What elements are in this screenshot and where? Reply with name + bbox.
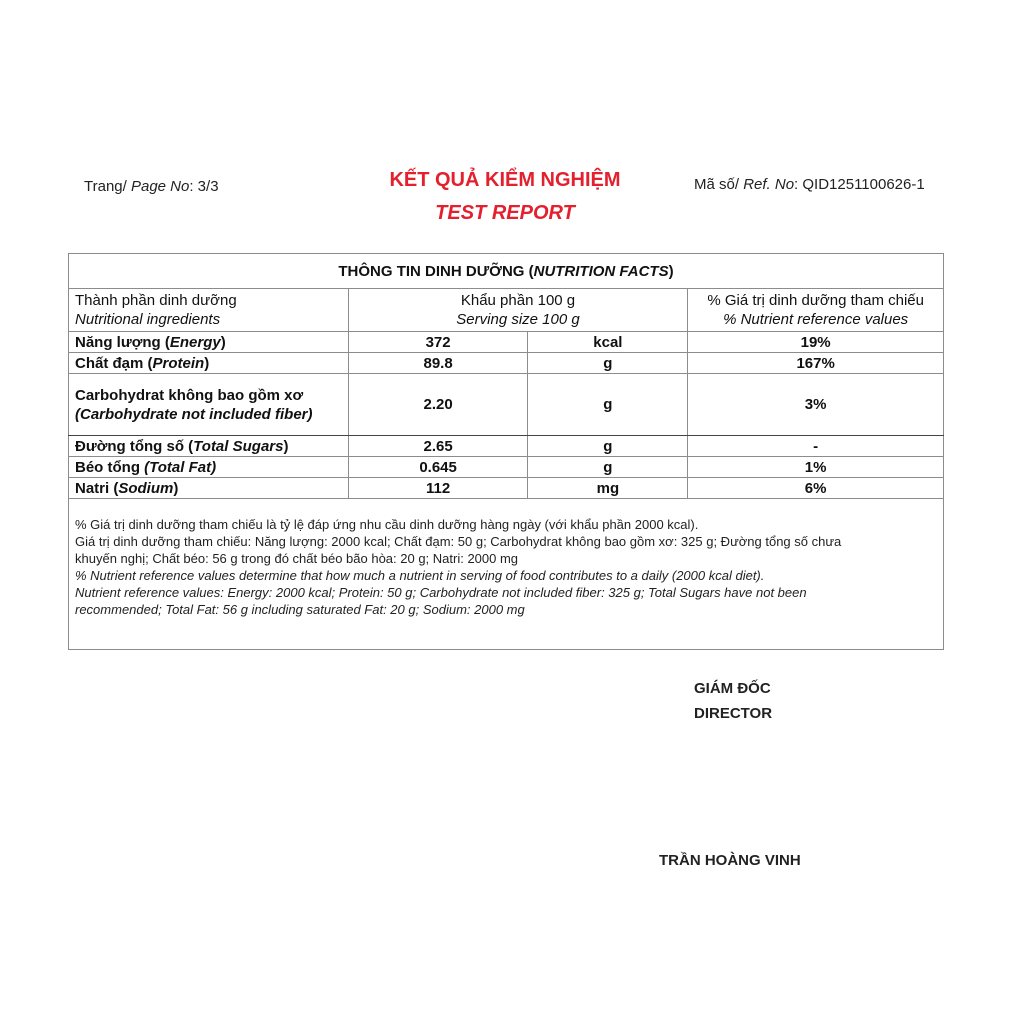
report-title-en: TEST REPORT <box>435 202 575 224</box>
row-unit: kcal <box>528 332 688 353</box>
note-line: Nutrient reference values: Energy: 2000 kcal; Protein: 50 g; Carbohydrate not included fiber: 325 g; Total Sugars have not been <box>75 585 807 600</box>
row-name <box>69 332 349 353</box>
row-nrv: - <box>688 436 944 457</box>
page-label-vi: Trang/ <box>84 178 127 195</box>
row-nrv: 167% <box>688 353 944 374</box>
header-nrv-en: % Nutrient reference values <box>723 311 909 328</box>
row-unit: g <box>528 436 688 457</box>
note-line: % Nutrient reference values determine that how much a nutrient in serving of food contributes to a daily (2000 kcal diet). <box>75 568 765 583</box>
ref-value: : QID1251100626-1 <box>794 176 925 193</box>
row-name <box>69 436 349 457</box>
row-nrv: 19% <box>688 332 944 353</box>
row-name-en: (Carbohydrate not included fiber) <box>75 405 313 423</box>
header-ingredient-en: Nutritional ingredients <box>75 311 221 328</box>
note-line: khuyến nghị; Chất béo: 56 g trong đó chất béo bão hòa: 20 g; Natri: 2000 mg <box>75 551 519 566</box>
table-header-row <box>69 289 944 332</box>
row-name-vi: Carbohydrat không bao gồm xơ <box>75 386 304 404</box>
row-unit: g <box>528 353 688 374</box>
table-title-vi: THÔNG TIN DINH DƯỠNG ( <box>338 262 534 280</box>
row-name-en: Energy <box>169 333 221 351</box>
header-serving <box>348 289 688 332</box>
row-unit: g <box>528 457 688 478</box>
page-value: : 3/3 <box>189 178 219 195</box>
row-name-en: Protein <box>152 354 205 372</box>
ref-label-en: Ref. No <box>743 176 795 193</box>
table-row-energy <box>69 332 944 353</box>
row-name-vi: Béo tổng <box>75 458 145 476</box>
table-row-carbohydrate <box>69 374 944 436</box>
note-line: recommended; Total Fat: 56 g including saturated Fat: 20 g; Sodium: 2000 mg <box>75 602 525 617</box>
table-notes <box>69 499 944 650</box>
table-row-total-fat <box>69 457 944 478</box>
row-name-close: ) <box>204 354 210 372</box>
row-name <box>69 353 349 374</box>
nutrition-facts-table <box>68 253 944 650</box>
row-name-close: ) <box>283 437 289 455</box>
row-name-en: Sodium <box>118 479 174 497</box>
header-serving-en: Serving size 100 g <box>456 311 580 328</box>
signature-role-vi: GIÁM ĐỐC <box>694 680 771 697</box>
table-title <box>69 254 944 289</box>
table-row-sodium <box>69 478 944 499</box>
header-serving-vi: Khẩu phần 100 g <box>460 292 576 309</box>
row-name <box>69 478 349 499</box>
table-title-row <box>69 254 944 289</box>
row-name-vi: Năng lượng ( <box>75 333 170 351</box>
row-nrv: 1% <box>688 457 944 478</box>
note-line: % Giá trị dinh dưỡng tham chiếu là tỷ lệ đáp ứng nhu cầu dinh dưỡng hàng ngày (với khẩu phần 2000 kcal). <box>75 517 699 532</box>
page-number <box>84 178 219 195</box>
row-name-vi: Chất đạm ( <box>75 354 153 372</box>
row-name <box>69 374 349 436</box>
row-name-en: Total Sugars <box>193 437 284 455</box>
report-title-vi: KẾT QUẢ KIỂM NGHIỆM <box>389 169 621 191</box>
row-value: 2.65 <box>348 436 528 457</box>
note-line: Giá trị dinh dưỡng tham chiếu: Năng lượng: 2000 kcal; Chất đạm: 50 g; Carbohydrat không bao gồm xơ: 325 g; Đường tổng số chưa <box>75 534 842 549</box>
signatory-name: TRẦN HOÀNG VINH <box>659 852 801 869</box>
row-value: 112 <box>348 478 528 499</box>
header-nrv <box>688 289 944 332</box>
row-unit: g <box>528 374 688 436</box>
row-unit: mg <box>528 478 688 499</box>
row-name-en: (Total Fat) <box>144 458 217 476</box>
table-notes-row <box>69 499 944 650</box>
table-row-total-sugars <box>69 436 944 457</box>
header-ingredient-vi: Thành phần dinh dưỡng <box>75 292 237 309</box>
page-label-en: Page No <box>130 178 190 195</box>
row-name-vi: Natri ( <box>75 479 119 497</box>
header-nrv-vi: % Giá trị dinh dưỡng tham chiếu <box>707 292 924 309</box>
ref-label-vi: Mã số/ <box>694 176 740 193</box>
row-name-vi: Đường tổng số ( <box>75 437 194 455</box>
row-value: 0.645 <box>348 457 528 478</box>
signature-role-en: DIRECTOR <box>694 705 773 722</box>
reference-number <box>694 176 925 193</box>
row-nrv: 6% <box>688 478 944 499</box>
table-title-en: NUTRITION FACTS <box>533 262 669 280</box>
table-title-close: ) <box>668 262 674 280</box>
row-nrv: 3% <box>688 374 944 436</box>
row-name-close: ) <box>173 479 179 497</box>
row-name-close: ) <box>220 333 226 351</box>
row-value: 2.20 <box>348 374 528 436</box>
row-value: 89.8 <box>348 353 528 374</box>
row-value: 372 <box>348 332 528 353</box>
row-name <box>69 457 349 478</box>
table-row-protein <box>69 353 944 374</box>
header-ingredient <box>69 289 349 332</box>
